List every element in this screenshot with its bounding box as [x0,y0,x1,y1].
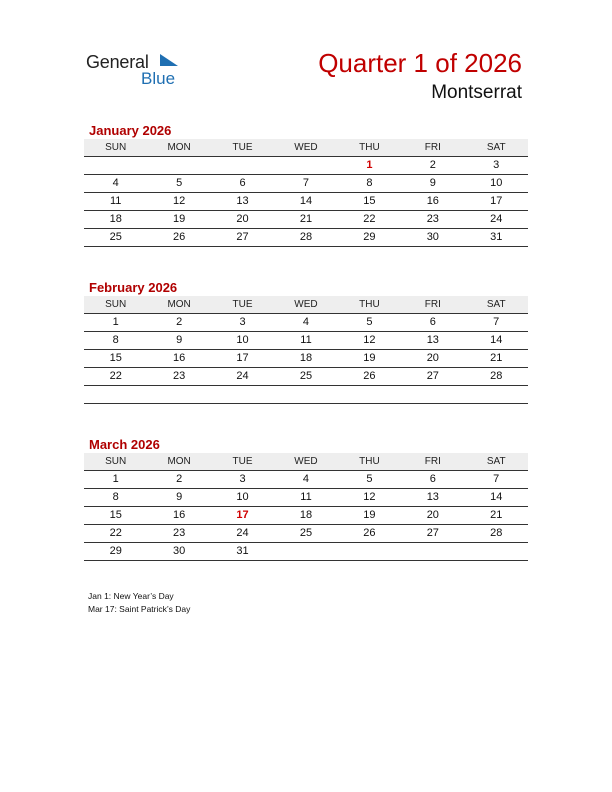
week-row [84,471,528,489]
date-cell: 14 [490,334,503,346]
date-cell [147,386,210,403]
date-cell: 4 [112,177,119,189]
week-row [84,507,528,525]
date-cell [211,386,274,403]
date-cell: 18 [299,352,313,364]
date-cell: 21 [490,509,503,521]
week-row [84,350,528,368]
month-calendar-february [84,279,528,404]
week-row [84,229,528,247]
week-row [84,157,528,175]
weekday-header-row [84,139,528,157]
week-row [84,314,528,332]
date-cell: 29 [109,545,122,557]
week-row [84,368,528,386]
weekday-label: SUN [105,456,127,467]
date-cell: 6 [429,473,436,485]
date-cell: 7 [493,473,500,485]
date-cell: 20 [426,509,439,521]
date-cell: 16 [426,195,439,207]
weekday-label: MON [167,142,191,153]
weekday-label: WED [294,456,318,467]
date-cell: 14 [299,195,313,207]
weekday-label: FRI [424,456,441,467]
date-cell: 23 [173,370,186,382]
weekday-label: MON [167,299,191,310]
date-cell [84,386,147,403]
date-cell [211,157,274,174]
date-cell: 11 [110,195,122,207]
week-row [84,543,528,561]
holiday-date-cell: 17 [236,509,249,521]
date-cell: 25 [109,231,122,243]
date-cell: 16 [173,509,186,521]
date-cell: 25 [299,527,313,539]
date-cell [84,157,147,174]
date-cell [274,157,337,174]
date-cell: 18 [109,213,122,225]
weekday-header-row [84,453,528,471]
weekday-label: WED [294,299,318,310]
date-cell [465,386,528,403]
date-cell: 27 [426,527,439,539]
logo-text-blue: Blue [141,69,176,88]
date-cell: 3 [493,159,500,171]
weekday-label: FRI [424,299,441,310]
date-cell: 17 [236,352,249,364]
date-cell: 18 [299,509,313,521]
date-cell: 23 [173,527,186,539]
week-row [84,175,528,193]
page-title: Quarter 1 of 2026 [318,48,522,78]
date-cell: 17 [490,195,503,207]
date-cell: 24 [236,370,249,382]
week-row [84,525,528,543]
date-cell: 10 [490,177,503,189]
date-cell: 28 [490,370,503,382]
date-cell: 2 [176,473,183,485]
week-row [84,211,528,229]
date-cell [274,386,337,403]
date-cell: 19 [173,213,186,225]
weekday-header-row [84,296,528,314]
date-cell: 26 [173,231,186,243]
date-cell: 20 [426,352,439,364]
month-title: February 2026 [89,280,178,295]
date-cell: 13 [236,195,249,207]
date-cell [465,543,528,560]
date-cell: 12 [363,491,376,503]
date-cell: 22 [363,213,376,225]
date-cell: 9 [176,334,183,346]
weekday-label: SAT [486,456,506,467]
date-cell: 7 [493,316,500,328]
holiday-note: Jan 1: New Year’s Day [88,591,174,601]
date-cell [147,157,210,174]
date-cell: 14 [490,491,503,503]
date-cell: 28 [299,231,313,243]
date-cell: 31 [236,545,249,557]
date-cell: 1 [112,473,119,485]
date-cell: 9 [176,491,183,503]
holiday-date-cell: 1 [366,159,373,171]
weekday-label: THU [359,142,380,153]
month-calendar-march [84,436,528,561]
date-cell [401,386,464,403]
country-name: Montserrat [431,82,522,103]
date-cell: 27 [236,231,249,243]
date-cell: 19 [363,509,376,521]
weekday-label: MON [167,456,191,467]
weekday-label: THU [359,456,380,467]
date-cell: 15 [109,509,122,521]
weekday-label: THU [359,299,380,310]
date-cell: 2 [176,316,183,328]
date-cell [401,543,464,560]
date-cell: 30 [173,545,186,557]
month-title: March 2026 [89,437,160,452]
date-cell: 7 [302,177,310,189]
date-cell: 15 [109,352,122,364]
date-cell: 8 [112,334,119,346]
weekday-label: TUE [232,299,253,310]
date-cell: 11 [300,334,312,346]
date-cell [338,543,401,560]
date-cell: 22 [109,527,122,539]
date-cell: 26 [363,527,376,539]
weekday-label: FRI [424,142,441,153]
weekday-label: WED [294,142,318,153]
date-cell: 12 [173,195,186,207]
date-cell: 21 [299,213,313,225]
date-cell: 13 [426,491,439,503]
date-cell: 15 [363,195,376,207]
date-cell: 4 [302,316,310,328]
logo-text-general: General [86,52,149,72]
date-cell: 28 [490,527,503,539]
date-cell: 12 [363,334,376,346]
date-cell: 8 [366,177,373,189]
weekday-label: SUN [105,299,127,310]
date-cell: 1 [112,316,119,328]
date-cell: 5 [176,177,183,189]
date-cell [338,386,401,403]
date-cell: 24 [490,213,503,225]
week-row [84,332,528,350]
month-calendar-january [84,122,528,247]
holiday-notes [88,590,190,616]
date-cell: 26 [363,370,376,382]
date-cell: 25 [299,370,313,382]
weekday-label: TUE [232,142,253,153]
logo-flag-icon [160,54,178,66]
date-cell: 6 [429,316,436,328]
date-cell: 5 [366,473,373,485]
date-cell: 5 [366,316,373,328]
date-cell: 21 [490,352,503,364]
date-cell: 10 [236,334,249,346]
date-cell: 23 [426,213,439,225]
date-cell: 10 [236,491,249,503]
generalblue-logo [86,52,196,92]
date-cell: 3 [239,316,246,328]
weekday-label: SUN [105,142,127,153]
date-cell: 29 [363,231,376,243]
date-cell: 3 [239,473,246,485]
date-cell: 2 [429,159,436,171]
date-cell: 22 [109,370,122,382]
date-cell: 24 [236,527,249,539]
weekday-label: TUE [232,456,253,467]
date-cell: 20 [236,213,249,225]
date-cell: 13 [426,334,439,346]
weekday-label: SAT [486,142,506,153]
month-title: January 2026 [89,123,172,138]
date-cell: 11 [300,491,312,503]
date-cell: 9 [429,177,436,189]
date-cell: 27 [426,370,439,382]
week-row [84,386,528,404]
date-cell: 8 [112,491,119,503]
date-cell [274,543,337,560]
date-cell: 19 [363,352,376,364]
weekday-label: SAT [486,299,506,310]
date-cell: 16 [173,352,186,364]
date-cell: 6 [239,177,246,189]
date-cell: 4 [302,473,310,485]
date-cell: 31 [490,231,503,243]
date-cell: 30 [426,231,439,243]
week-row [84,489,528,507]
holiday-note: Mar 17: Saint Patrick’s Day [88,604,191,614]
week-row [84,193,528,211]
